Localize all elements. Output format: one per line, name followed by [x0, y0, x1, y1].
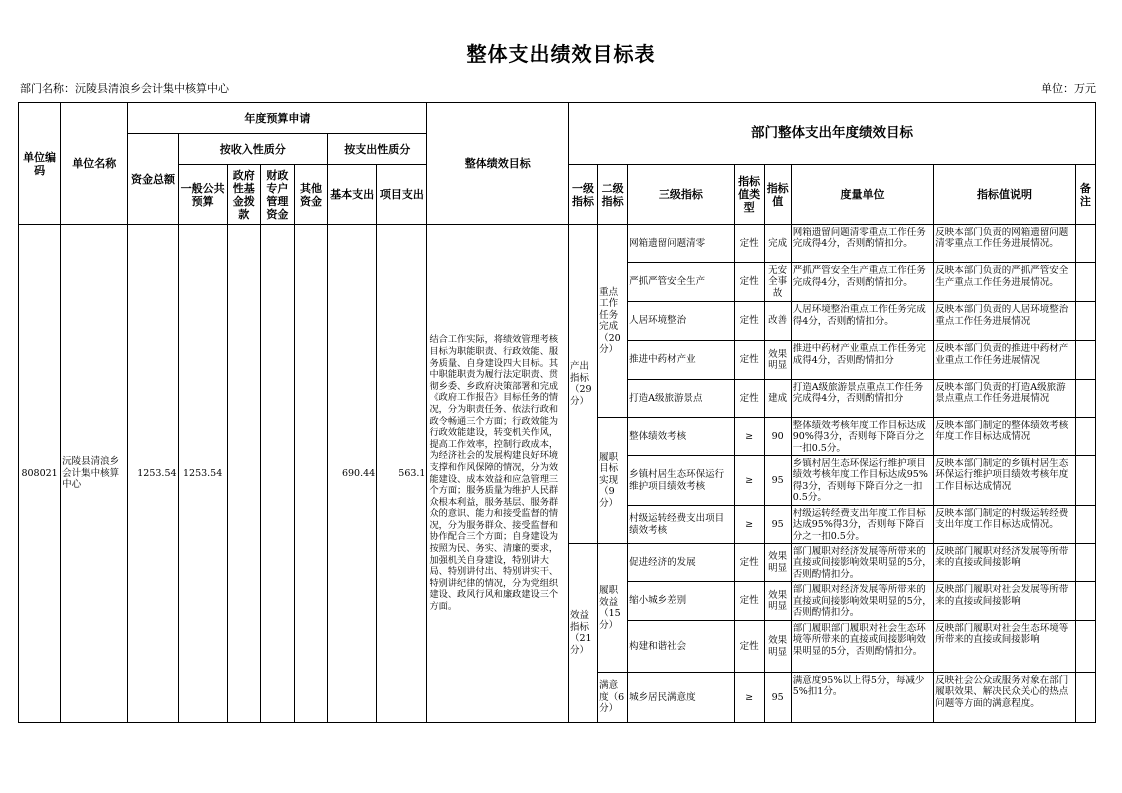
row2-type: 定性: [734, 302, 764, 341]
row11-measure: 满意度95%以上得5分，每减少5%扣1分。: [792, 674, 925, 697]
row10-value: 效果明显: [764, 621, 791, 673]
row1-type: 定性: [734, 263, 764, 302]
row10-l3: 构建和谐社会: [628, 621, 734, 673]
row10-type: 定性: [734, 621, 764, 673]
header-value: 指标值: [764, 165, 791, 225]
row9-type: 定性: [734, 582, 764, 621]
row8-l3: 促进经济的发展: [628, 544, 734, 582]
row7-remark: [1075, 506, 1095, 544]
row7-desc: 反映本部门制定的村级运转经费支出年度工作目标达成情况。: [935, 507, 1069, 530]
header-gov-fund: 政府性基金拨款: [227, 165, 260, 225]
row0-type: 定性: [734, 225, 764, 263]
row7-l3: 村级运转经费支出项目绩效考核: [628, 506, 734, 544]
row3-measure: 推进中药材产业重点工作任务完成得4分，否则酌情扣分: [792, 343, 926, 366]
total-amount: 1253.54: [128, 225, 178, 723]
row7-type: ≥: [734, 506, 764, 544]
header-dept-goal: 部门整体支出年度绩效目标: [568, 103, 1095, 165]
row2-desc: 反映本部门负责的人居环境整治重点工作任务进展情况: [935, 304, 1069, 327]
row9-remark: [1075, 582, 1095, 621]
header-unit-name: 单位名称: [61, 103, 128, 225]
header-by-expense: 按支出性质分: [328, 134, 427, 165]
unit-name: 沅陵县清浪乡会计集中核算中心: [61, 225, 128, 723]
row8-value: 效果明显: [764, 544, 791, 582]
row2-l3: 人居环境整治: [628, 302, 734, 341]
header-annual-budget: 年度预算申请: [128, 103, 427, 134]
group-satisfaction: 满意度（6分）: [598, 673, 628, 723]
row6-type: ≥: [734, 456, 764, 506]
department-name: 部门名称：沅陵县清浪乡会计集中核算中心: [20, 82, 229, 95]
row6-value: 95: [764, 456, 791, 506]
row7-value: 95: [764, 506, 791, 544]
row11-l3: 城乡居民满意度: [628, 673, 734, 723]
currency-unit: 单位：万元: [1041, 82, 1096, 95]
row3-desc: 反映本部门负责的推进中药材产业重点工作任务进展情况: [935, 343, 1069, 366]
row2-measure: 人居环境整治重点工作任务完成得4分，否则酌情扣分。: [792, 304, 926, 327]
project-amount: 563.1: [377, 225, 427, 723]
header-desc: 指标值说明: [934, 165, 1076, 225]
row5-l3: 整体绩效考核: [628, 418, 734, 456]
header-value-type: 指标值类型: [734, 165, 764, 225]
row10-measure: 部门履职部门履职对社会生态环境等所带来的直接或间接影响效果明显的5分，否则酌情扣分。: [792, 622, 926, 657]
group-benefit: 效益指标（21分）: [568, 544, 597, 723]
row0-l3: 网箱遗留问题清零: [628, 225, 734, 263]
row0-measure: 网箱遗留问题清零重点工作任务完成得4分，否则酌情扣分。: [792, 226, 926, 249]
row3-type: 定性: [734, 341, 764, 380]
row0-value: 完成: [764, 225, 791, 263]
header-project: 项目支出: [377, 165, 427, 225]
group-key-tasks: 重点工作任务完成（20分）: [598, 225, 628, 418]
row6-measure: 乡镇村居生态环保运行维护项目绩效考核年度工作目标达成95%得3分，否则每下降百分之一扣0.5分。: [792, 457, 928, 503]
row8-desc: 反映部门履职对经济发展等所带来的直接或间接影响: [935, 545, 1069, 568]
other-fund-amount: [294, 225, 327, 723]
row8-type: 定性: [734, 544, 764, 582]
row5-remark: [1075, 418, 1095, 456]
row5-type: ≥: [734, 418, 764, 456]
header-remark: 备注: [1075, 165, 1095, 225]
row4-desc: 反映本部门负责的打造A级旅游景点重点工作任务进展情况: [935, 381, 1066, 404]
row9-l3: 缩小城乡差别: [628, 582, 734, 621]
row11-type: ≥: [734, 673, 764, 723]
row9-value: 效果明显: [764, 582, 791, 621]
row4-type: 定性: [734, 380, 764, 418]
group-duty-benefit: 履职效益（15分）: [598, 544, 628, 673]
row5-value: 90: [764, 418, 791, 456]
header-general-budget: 一般公共预算: [178, 165, 227, 225]
special-fund-amount: [260, 225, 294, 723]
overall-goal-text: 结合工作实际，将绩效管理考核目标为职能职责、行政效能、服务质量、自身建设四大目标。其中职能职责为履行法定职责、贯彻乡委、乡政府决策部署和完成《政府工作报告》目标任务的情况，分为职责任务、依法行政和政令畅通三个方面；行政效能为行政效能建设，转变机关作风，提高工作效率，控制行政成本，为经济社会的发展构建良好环境支撑和作风保障的情况，分为效能建设、成本效益和应急管理三个方面；服务质量为维护人民群众根本利益，服务基层、服务群众的意识、能力和接受监督的情况，分为服务群众、接受监督和协作配合三个方面；自身建设为按照为民、务实、清廉的要求，加强机关自身建设，特别讲大局、特别讲付出、特别讲实干、特别讲纪律的情况，分为党组织建设、政风行风和廉政建设三个方面。: [427, 225, 569, 723]
group-duty-perf: 履职目标实现（9分）: [598, 418, 628, 544]
row8-measure: 部门履职对经济发展等所带来的直接或间接影响效果明显的5分，否则酌情扣分。: [792, 545, 932, 580]
row10-remark: [1075, 621, 1095, 673]
header-other-fund: 其他资金: [294, 165, 327, 225]
row11-value: 95: [764, 673, 791, 723]
performance-table: [18, 102, 1096, 723]
row1-remark: [1075, 263, 1095, 302]
row4-remark: [1075, 380, 1095, 418]
row5-desc: 反映本部门制定的整体绩效考核年度工作目标达成情况: [935, 419, 1069, 442]
header-basic: 基本支出: [328, 165, 377, 225]
row7-measure: 村级运转经费支出年度工作目标达成95%得3分，否则每下降百分之一扣0.5分。: [792, 507, 926, 542]
unit-code: 808021: [19, 225, 61, 723]
row9-desc: 反映部门履职对社会发展等所带来的直接或间接影响: [935, 584, 1069, 607]
header-level1: 一级指标: [568, 165, 597, 225]
row9-measure: 部门履职对经济发展等所带来的直接或间接影响效果明显的5分，否则酌情扣分。: [792, 584, 932, 618]
header-by-income: 按收入性质分: [178, 134, 328, 165]
row3-remark: [1075, 341, 1095, 380]
row4-l3: 打造A级旅游景点: [628, 380, 734, 418]
header-special-fund: 财政专户管理资金: [260, 165, 294, 225]
row4-value: 建成: [764, 380, 791, 418]
row5-measure: 整体绩效考核年度工作目标达成90%得3分，否则每下降百分之一扣0.5分。: [792, 419, 926, 454]
header-measure: 度量单位: [791, 165, 934, 225]
header-unit-code: 单位编码: [19, 103, 61, 225]
header-total: 资金总额: [128, 134, 178, 225]
row2-value: 改善: [764, 302, 791, 341]
row3-value: 效果明显: [764, 341, 791, 380]
header-level2: 二级指标: [598, 165, 628, 225]
page-title: 整体支出绩效目标表: [466, 42, 656, 66]
row0-desc: 反映本部门负责的网箱遗留问题清零重点工作任务进展情况。: [935, 226, 1069, 249]
row11-remark: [1075, 673, 1095, 723]
header-overall-goal: 整体绩效目标: [427, 103, 569, 225]
header-level3: 三级指标: [628, 165, 734, 225]
row1-measure: 严抓严管安全生产重点工作任务完成得4分，否则酌情扣分。: [792, 265, 926, 288]
row1-value: 无安全事故: [764, 263, 791, 302]
row10-desc: 反映部门履职对社会生态环境等所带来的直接或间接影响: [935, 622, 1069, 645]
row11-desc: 反映社会公众或服务对象在部门履职效果、解决民众关心的热点问题等方面的满意程度。: [935, 674, 1069, 709]
row6-remark: [1075, 456, 1095, 506]
row6-desc: 反映本部门制定的乡镇村居生态环保运行维护项目绩效考核年度工作目标达成情况: [935, 457, 1069, 492]
group-output: 产出指标（29分）: [568, 225, 597, 544]
general-budget-amount: 1253.54: [178, 225, 227, 723]
row1-desc: 反映本部门负责的严抓严管安全生产重点工作任务进展情况。: [935, 265, 1069, 288]
row8-remark: [1075, 544, 1095, 582]
row3-l3: 推进中药材产业: [628, 341, 734, 380]
basic-amount: 690.44: [328, 225, 377, 723]
row1-l3: 严抓严管安全生产: [628, 263, 734, 302]
row0-remark: [1075, 225, 1095, 263]
gov-fund-amount: [227, 225, 260, 723]
row4-measure: 打造A级旅游景点重点工作任务完成得4分，否则酌情扣分: [792, 381, 924, 404]
row2-remark: [1075, 302, 1095, 341]
row6-l3: 乡镇村居生态环保运行维护项目绩效考核: [628, 456, 734, 506]
